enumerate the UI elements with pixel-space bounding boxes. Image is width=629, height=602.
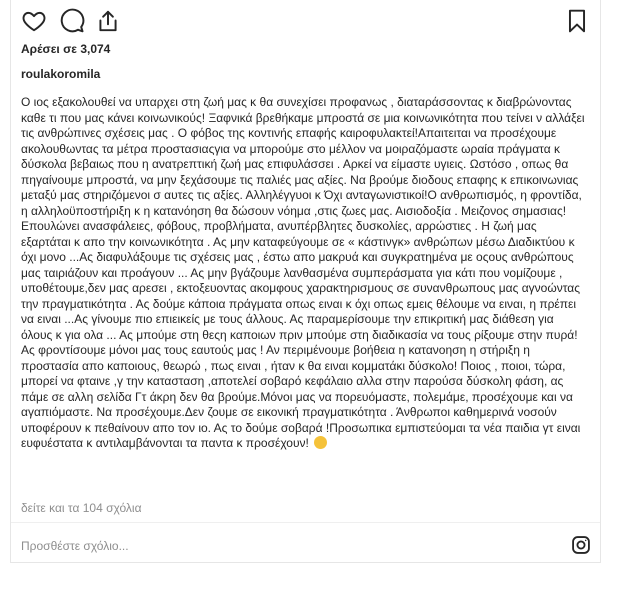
instagram-icon[interactable]: [571, 535, 591, 555]
comment-icon[interactable]: [59, 8, 85, 34]
action-bar: [21, 8, 590, 36]
view-all-comments-link[interactable]: δείτε και τα 104 σχόλια: [21, 501, 142, 515]
post-caption: [21, 95, 586, 452]
likes-count[interactable]: Αρέσει σε 3,074: [21, 42, 111, 56]
clapping-hands-icon: [314, 436, 327, 449]
caption-text: Ο ιος εξακολουθεί να υπαρχει στη ζωή μας κ θα συνεχίσει προφανως , διαταράσσοντας κ διαβρώνοντας καθε τι που μας κάνει κοινωνικούς! Ξαφνικά βρεθήκαμε μπροστά σε μια κοινωνικότητα που τείνει ν αλλάξει τις ανθρώπινες σχέσεις μας . Ο φόβος της κοντινής επαφής καιροφυλακτεί!Απαιτειται να προσέχουμε ακολουθωντας τα μέτρα προστασιαςγια να μπορούμε στο μέλλον να μοιραζόμαστε ωραία πράγματα κ δύσκολα βεβαιως που η ανατρεπτική ζωή μας επιφυλάσσει . Αρκεί να είμαστε υγιεις. Ωστόσο , οπως θα πηγαίνουμε μπροστά, να μην ξεχάσουμε τις παλιές μας αξίες. Να βρούμε διοδους επαφης κ επικοινωνιας μεταξύ μας στηριζόμενοι σ αυτες τις αξίες. Αλληλέγγυοι κ Όχι ανταγωνιστικοί!Ο ανθρωπισμός, η φροντίδα, η αλληλοϋποστήριξη κ η κατανόηση θα δώσουν νόημα ,στις ζωες μας. Αισιοδοξία . Μειζονος σημασιας! Επουλώνει ανασφάλειες, φόβους, προβλήματα, ανυπέρβλητες δυσκολίες, αρρώστιες . Η ζωή μας εξαρτάται κ απο την κοινωνικότητα . Ας μην καταφεύγουμε σε « κάστινγκ» ανθρώπων μέσω Διαδικτύου κ όχι μονο ...Ας διαφυλάξουμε τις σχέσεις μας , έστω απο μακρυά και συγκρατημένα με οςους ανθρώπους μας ταιριάζουν και προάγουν ... Ας μην βγάζουμε λανθασμένα συμπεράσματα για κάτι που νομίζουμε , υποθέτουμε,δεν μας αρεσει , εκτοξευοντας ακομφους χαρακτηρισμους σε συνανθρωπους μας αγνοώντας την πραγματικότητα . Ας δούμε κάποια πράγματα οπως ειναι κ όχι οπως εμεις θέλουμε να ειναι, η πρέπει να ειναι ...Ας γίνουμε πιο επιεικείς με τους άλλους. Ας παραμερίσουμε την επικριτική μας διάθεση για όλους κ για ολα ... Ας μπούμε στη θεςη καποιων πριν μπούμε στη διαδικασία να τους ρίξουμε στην πυρά! Ας φροντίσουμε μόνοι μας τους εαυτούς μας ! Αν περιμένουμε βοήθεια η κατανοηση η στήριξη η προστασία απο καποιους, θεωρώ , πως ειναι , ήταν κ θα ειναι κομματάκι δύσκολο! Ποιος , ποιοι, τώρα, μπορεί να φταινε ,γ την κατασταση ,αποτελεί σοβαρό κεφάλαιο αλλα στην παρούσα δύσκολη φάση, ας πάμε σε αλλη σελίδα Γτ άκρη δεν θα βρούμε.Μόνοι μας να πορευόμαστε, πολεμάμε, προσέχουμε και να αγαπιόμαστε. Να προσέχουμε.Δεν ζουμε σε εικονική πραγματικότητα . Άνθρωποι καθημερινά νοσούν υποφέρουν κ πεθαίνουν απο τον ιο. Ας το δούμε σοβαρά !Προσωπικα εμπιστεύομαι τα νέα παιδια γτ ειναι ευφυέστατα κ αντιλαμβάνονται τα παντα κ προσέχουν!: [21, 95, 585, 450]
share-icon[interactable]: [95, 8, 121, 34]
comment-input[interactable]: [21, 537, 551, 555]
post-card: [10, 0, 601, 563]
bookmark-icon[interactable]: [564, 8, 590, 34]
post-username[interactable]: roulakoromila: [21, 67, 101, 81]
comment-divider: [11, 522, 600, 523]
heart-icon[interactable]: [21, 8, 47, 34]
